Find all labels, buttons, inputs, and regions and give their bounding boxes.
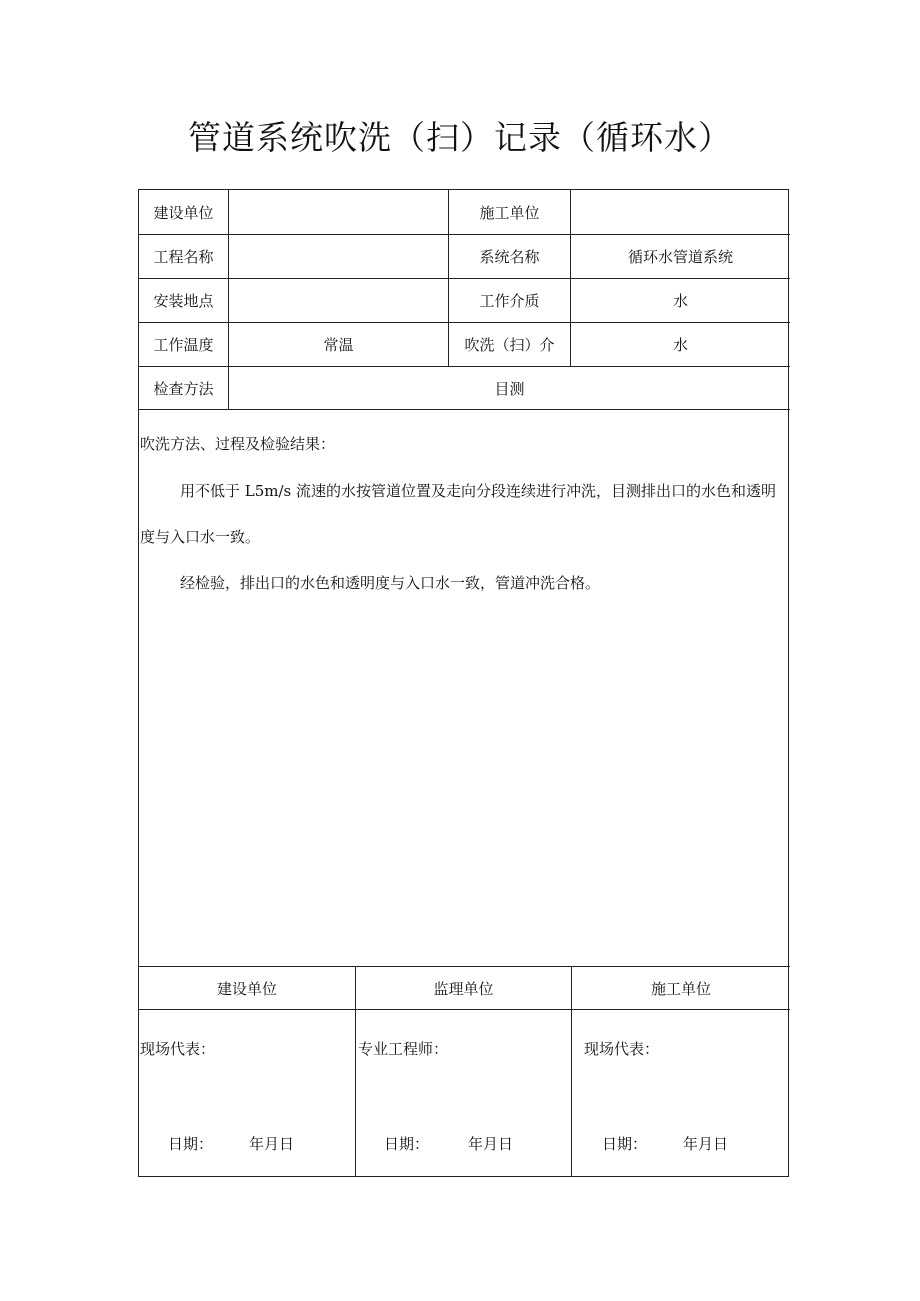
page-title: 管道系统吹洗（扫）记录（循环水）: [188, 118, 732, 157]
value-project-name[interactable]: [229, 235, 448, 278]
label-construction-unit: 建设单位: [153, 203, 214, 222]
value-contractor-unit[interactable]: [571, 190, 790, 234]
value-working-temperature[interactable]: 常温: [323, 336, 354, 354]
signature-date-label-contractor: 日期：: [602, 1135, 648, 1153]
signature-unit-owner: 建设单位: [216, 979, 277, 998]
signature-role-contractor: 现场代表：: [584, 1040, 660, 1058]
signature-date-value-supervisor[interactable]: 年月日: [468, 1135, 514, 1153]
value-system-name[interactable]: 循环水管道系统: [627, 248, 733, 266]
signature-unit-supervisor: 监理单位: [433, 979, 494, 998]
value-check-method[interactable]: 目测: [494, 379, 525, 398]
signature-date-label-supervisor: 日期：: [384, 1135, 430, 1153]
label-working-temperature: 工作温度: [153, 336, 214, 354]
value-construction-unit[interactable]: [229, 190, 448, 234]
signature-date-label-owner: 日期：: [168, 1135, 214, 1153]
procedure-paragraph-2: 经检验，排出口的水色和透明度与入口水一致，管道冲洗合格。: [180, 574, 601, 592]
record-table: [138, 189, 789, 1177]
row-divider: [139, 1009, 790, 1010]
signature-date-value-contractor[interactable]: 年月日: [683, 1135, 729, 1153]
procedure-paragraph-1-line-2: 度与入口水一致。: [140, 528, 261, 546]
label-contractor-unit: 施工单位: [479, 203, 540, 222]
procedure-paragraph-1-line-1: 用不低于 L5m∕s 流速的水按管道位置及走向分段连续进行冲洗，目测排出口的水色和透明: [180, 482, 777, 500]
label-system-name: 系统名称: [479, 248, 540, 266]
signature-unit-contractor: 施工单位: [650, 979, 711, 998]
procedure-heading: 吹洗方法、过程及检验结果：: [140, 435, 336, 453]
label-install-location: 安装地点: [153, 292, 214, 310]
value-working-medium[interactable]: 水: [672, 292, 688, 310]
signature-role-owner: 现场代表：: [140, 1040, 216, 1058]
label-project-name: 工程名称: [153, 248, 214, 266]
label-flushing-medium: 吹洗（扫）介: [464, 336, 555, 354]
label-check-method: 检查方法: [153, 379, 214, 398]
signature-role-supervisor: 专业工程师：: [358, 1040, 449, 1058]
row-divider: [139, 409, 790, 410]
signature-date-value-owner[interactable]: 年月日: [249, 1135, 295, 1153]
value-flushing-medium[interactable]: 水: [672, 336, 688, 354]
label-working-medium: 工作介质: [479, 292, 540, 310]
value-install-location[interactable]: [229, 279, 448, 322]
